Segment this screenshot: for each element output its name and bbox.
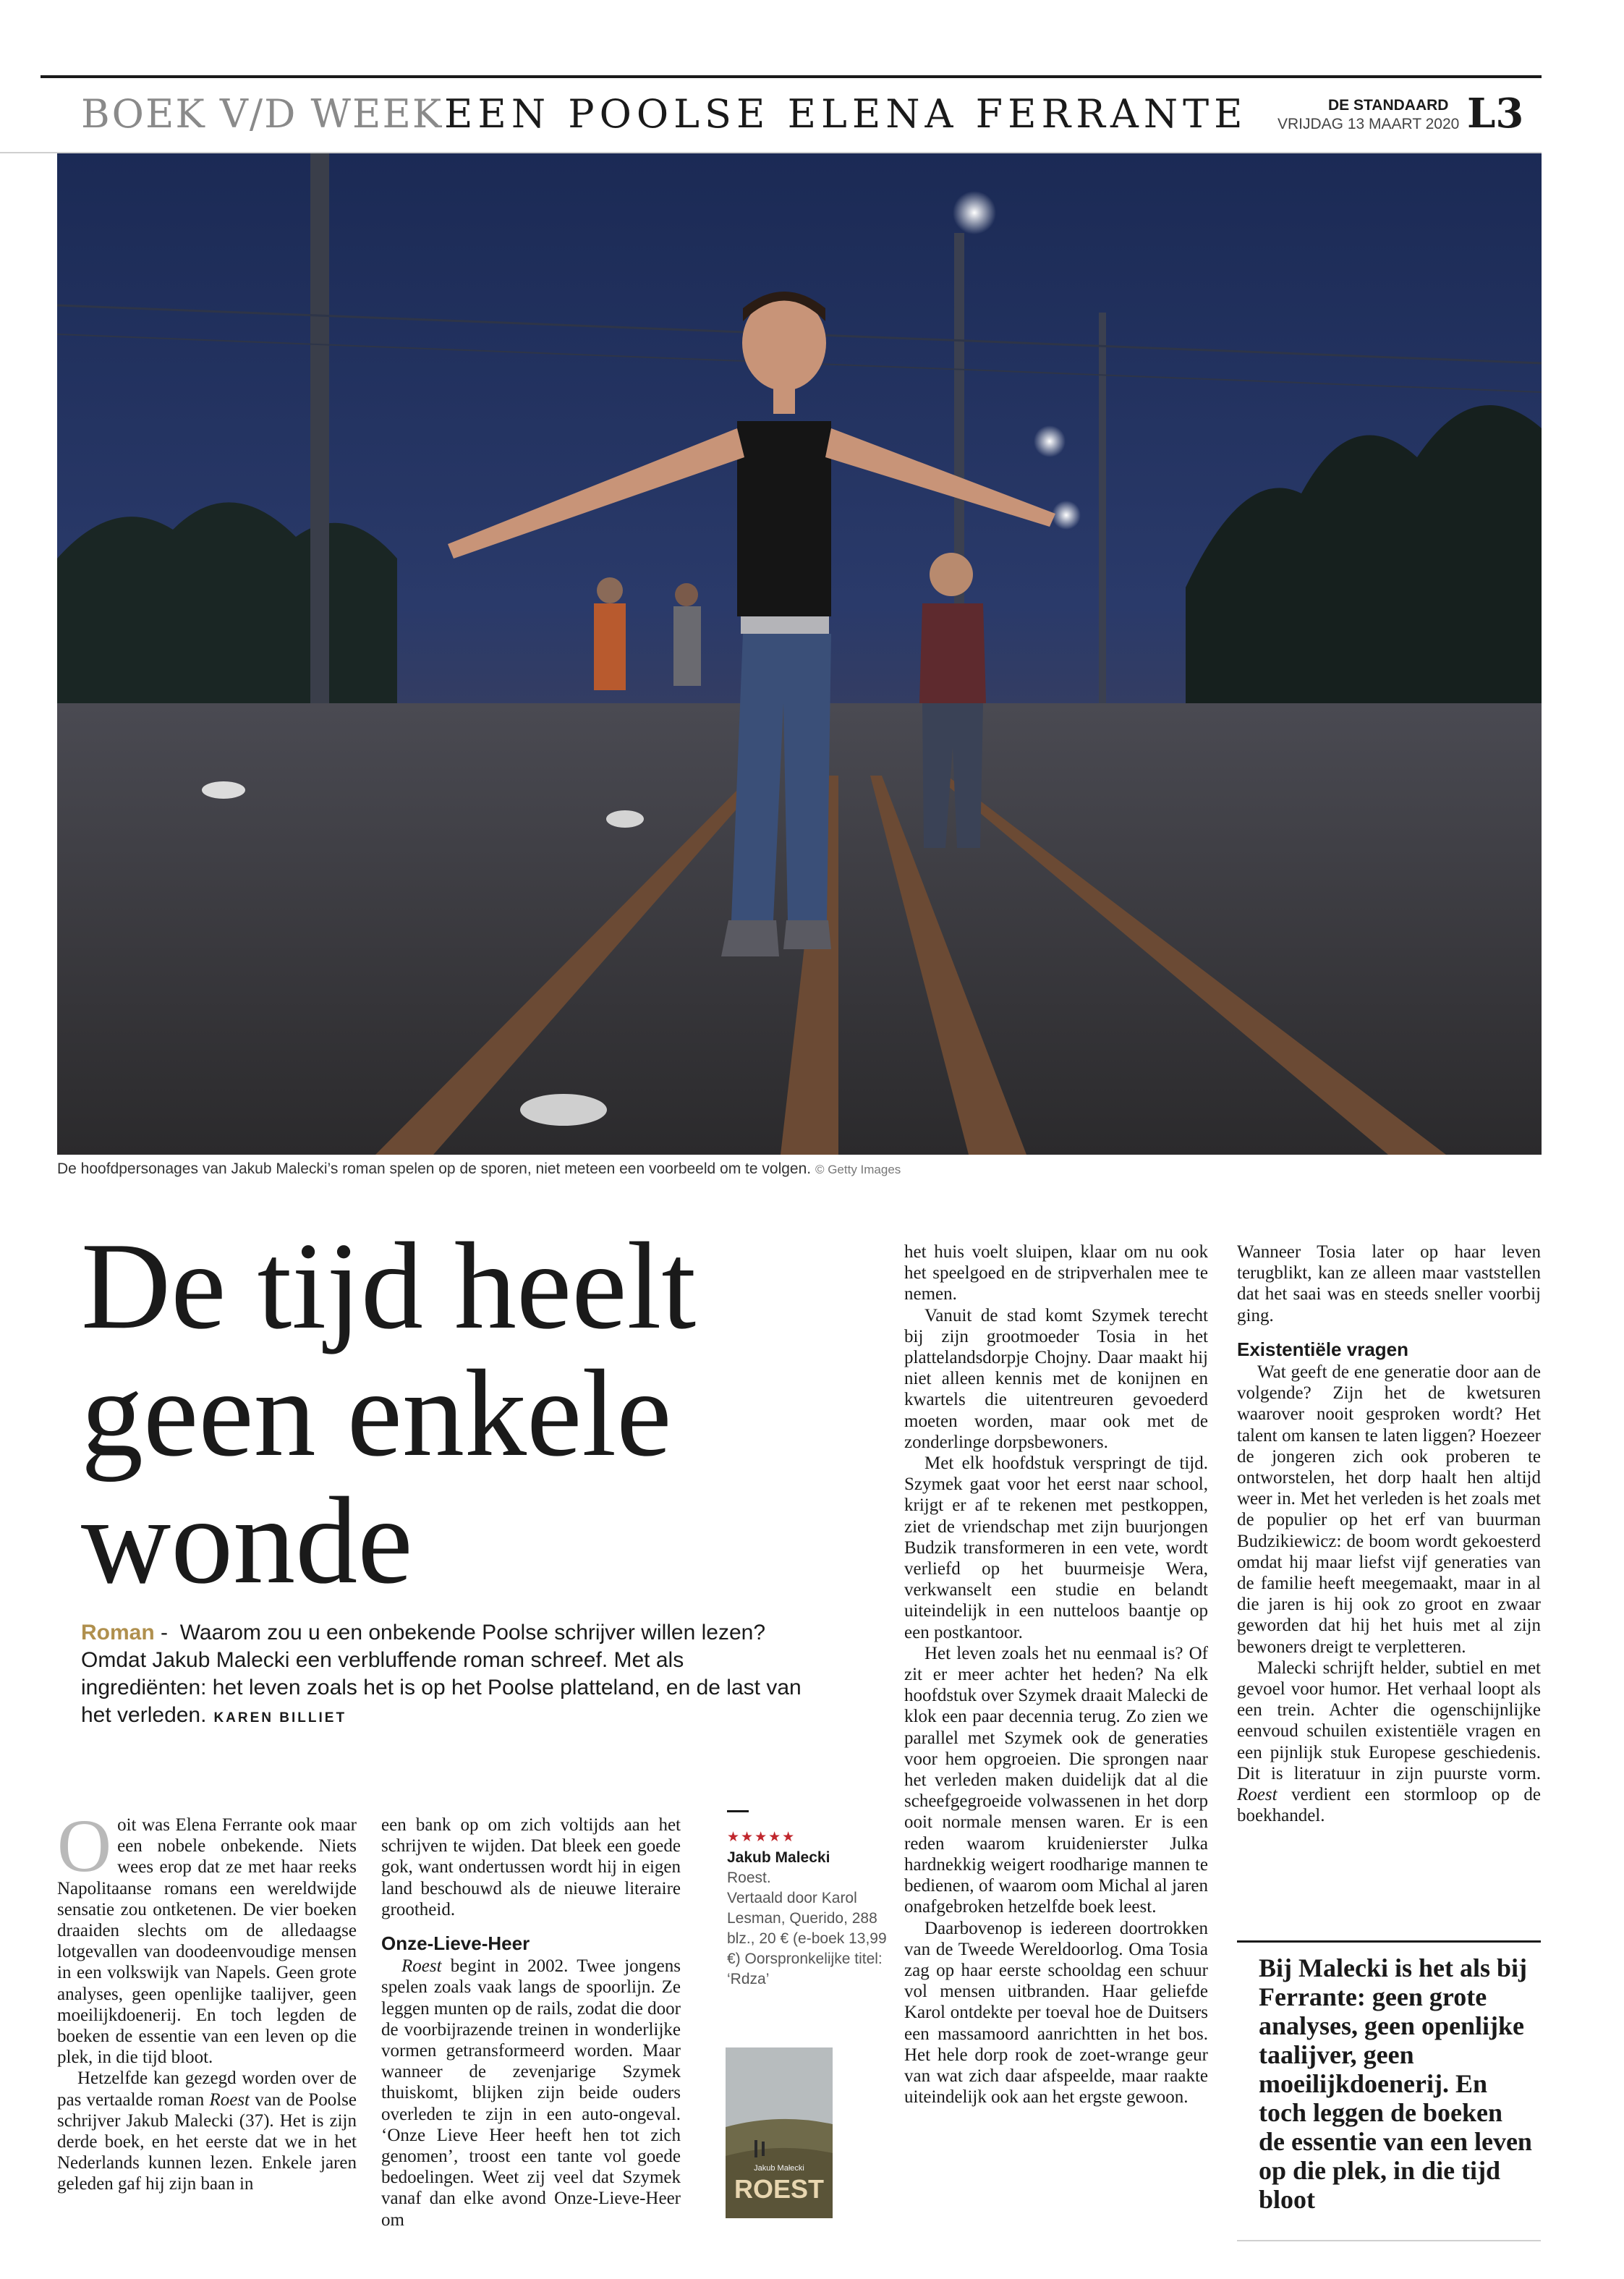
pull-quote-rule-bottom [1237,2240,1541,2241]
intro: Roman - Waarom zou u een onbekende Poolse schrijver willen lezen? Omdat Jakub Malecki een verbluffende roman schreef. Met als ingrediënten: het leven zoals het is op het Poolse platteland, en de last van het verleden. KAREN BILLIET [81,1621,802,1727]
photo-caption: De hoofdpersonages van Jakub Malecki’s roman spelen op de sporen, niet meteen een voorbeeld om te volgen. © Getty Images [57,1160,901,1177]
column-4 [1237,1242,1541,1826]
newspaper-name: DE STANDAARD [1328,97,1449,114]
star-rating: ★★★★★ [727,1830,796,1845]
intro-text: Waarom zou u een onbekende Poolse schrijver willen lezen? Omdat Jakub Malecki een verbluffende roman schreef. Met als ingrediënten: het leven zoals het is op het Poolse platteland, en de last van het verleden. [81,1621,802,1727]
paragraph: Roest begint in 2002. Twee jongens spelen zoals vaak langs de spoorlijn. Ze leggen munten op de rails, zodat die door de voorbijrazende treinen in wonderlijke vormen getransformeerd worden. Maar wanneer de zevenjarige Szymek thuiskomt, blijken zijn beide ouders overleden te zijn in een auto-ongeval. ‘Onze Lieve Heer heeft hen tot zich genomen’, troost een tante vol goede bedoelingen. Weet zij veel dat Szymek vanaf dan elke avond Onze-Lieve-Heer om [381,1956,681,2230]
column-3 [904,1242,1208,2108]
issue-date: VRIJDAG 13 MAART 2020 [1277,116,1460,132]
column-2 [381,1815,681,2231]
section-title: EEN POOLSE ELENA FERRANTE [444,91,1248,137]
pull-quote: Bij Malecki is het als bij Ferrante: geen grote analyses, geen openlijke taalijver, geen moeilijkdoenerij. En toch leggen de boeken de essentie van een leven op die plek, in die tijd bloot [1259,1953,1532,2214]
pull-quote-rule [1237,1940,1541,1943]
section-label: BOEK V/D WEEK [81,91,443,137]
book-author: Jakub Malecki [727,1849,830,1866]
subheading: Existentiële vragen [1237,1338,1408,1360]
column-1 [57,1804,357,2195]
cover-title: ROEST [734,2174,825,2204]
paragraph: Het leven zoals het nu eenmaal is? Of zit er meer achter het heden? Na elk hoofdstuk over Szymek draait Malecki de klok een paar decennia terug. Zo zien we parallel met Szymek ook de generaties voor hem opgroeien. Die sprongen naar het verleden maken duidelijk dat al die scheefgegroeide volwassenen in het dorp ooit normale mensen waren. Er is een reden waarom kruidenierster Julka hardnekkig weigert roodharige mannen te bedienen, of waarom oom Michal al jaren onafgebroken hetzelfde boek leest. [904,1643,1208,1917]
genre-label: Roman [81,1621,155,1644]
paragraph: Wat geeft de ene generatie door aan de volgende? Zijn het de kwetsuren waarover nooit gesproken wordt? Het talent om kansen te laten liggen? Hoezeer de jongeren zich ook proberen te ontworstelen, het dorp haalt hen altijd weer in. Met het verleden is het zoals met de populier op het erf van buurman Budzikiewicz: de boom wordt gekoesterd omdat hij maar liefst vijf generaties van de familie heeft meegemaakt, maar in al die jaren is hij ook zo groot en zwaar geworden dat hij het huis met al zijn bewoners dreigt te verpletteren. [1237,1362,1541,1657]
paragraph: het huis voelt sluipen, klaar om nu ook het speelgoed en de stripverhalen mee te nemen. [904,1242,1208,1304]
paragraph: Wanneer Tosia later op haar leven terugblikt, kan ze alleen maar vaststellen dat het saai was en steeds sneller voorbij ging. [1237,1242,1541,1325]
photo-credit: © Getty Images [815,1163,901,1176]
book-details: Vertaald door Karol Lesman, Querido, 288 blz., 20 € (e-boek 13,99 €) Oorspronkelijke titel: ‘Rdza’ [727,1890,887,1987]
book-cover [726,2047,833,2218]
info-rule [727,1810,749,1812]
paragraph: Daarbovenop is iedereen doortrokken van de Tweede Wereldoorlog. Oma Tosia zag op haar eerste schooldag een schuur vol mensen uitbranden. Haar geliefde Karol ontdekte per toeval hoe de Duitsers een massamoord aanrichtten in het bos. Het hele dorp rook de zoet-wrange geur van wat zich daar afspeelde, maar raakte uiteindelijk ook aan het ergste gewoon. [904,1918,1208,2108]
lead-photo [57,153,1542,1155]
book-title: Roest. [727,1870,771,1886]
paragraph: Hetzelfde kan gezegd worden over de pas vertaalde roman Roest van de Poolse schrijver Jakub Malecki (37). Het is zijn derde boek, en het eerste dat we in het Nederlands kunnen lezen. Enkele jaren geleden gaf hij zijn baan in [57,2068,357,2194]
book-infobox [727,1828,890,1990]
paragraph: Vanuit de stad komt Szymek terecht bij zijn grootmoeder Tosia in het plattelandsdorpje Chojny. Daar maakt hij niet alleen kennis met de konijnen en kwartels die uitentreuren gevoederd moeten worden, maar ook met de zonderlinge dorpsbewoners. [904,1305,1208,1452]
subheading: Onze-Lieve-Heer [381,1932,530,1955]
paragraph: Met elk hoofdstuk verspringt de tijd. Szymek gaat voor het eerst naar school, krijgt er af te rekenen met pestkoppen, ziet de vriendschap met zijn buurjongen Budzik transformeren in een vete, wordt verliefd op het buurmeisje Wera, verkwanselt een studie en belandt uiteindelijk in een nutteloos baantje op een postkantoor. [904,1453,1208,1642]
paragraph: Ooit was Elena Ferrante ook maar een nobele onbekende. Niets wees erop dat ze met haar reeks Napolitaanse romans een wereldwijde sensatie zou ontketenen. De vier boeken draaiden slechts om de alledaagse lotgevallen van doodeenvoudige mensen in een volkswijk van Napels. Geen grote analyses, geen openlijke taalijver, geen moeilijkdoenerij. En toch legden de boeken de essentie van een leven op die plek, in die tijd bloot. [57,1804,357,2068]
paragraph: Malecki schrijft helder, subtiel en met gevoel voor humor. Het verhaal loopt als een trein. Achter die ogenschijnlijke eenvoud schuilen existentiële vragen en een pijnlijk stuk Europese geschiedenis. Dit is literatuur in zijn puurste vorm. Roest verdient een stormloop op de boekhandel. [1237,1658,1541,1826]
paragraph: een bank op om zich voltijds aan het schrijven te wijden. Dat bleek een goede gok, want ondertussen wordt hij in eigen land beschouwd als de nieuwe literaire grootheid. [381,1815,681,1919]
cover-author: Jakub Małecki [754,2164,804,2173]
top-rule [41,75,1542,78]
byline: KAREN BILLIET [213,1710,347,1726]
drop-cap: O [57,1804,112,1888]
page-number: L3 [1467,90,1524,137]
headline: De tijd heelt geen enkele wonde [81,1218,697,1610]
